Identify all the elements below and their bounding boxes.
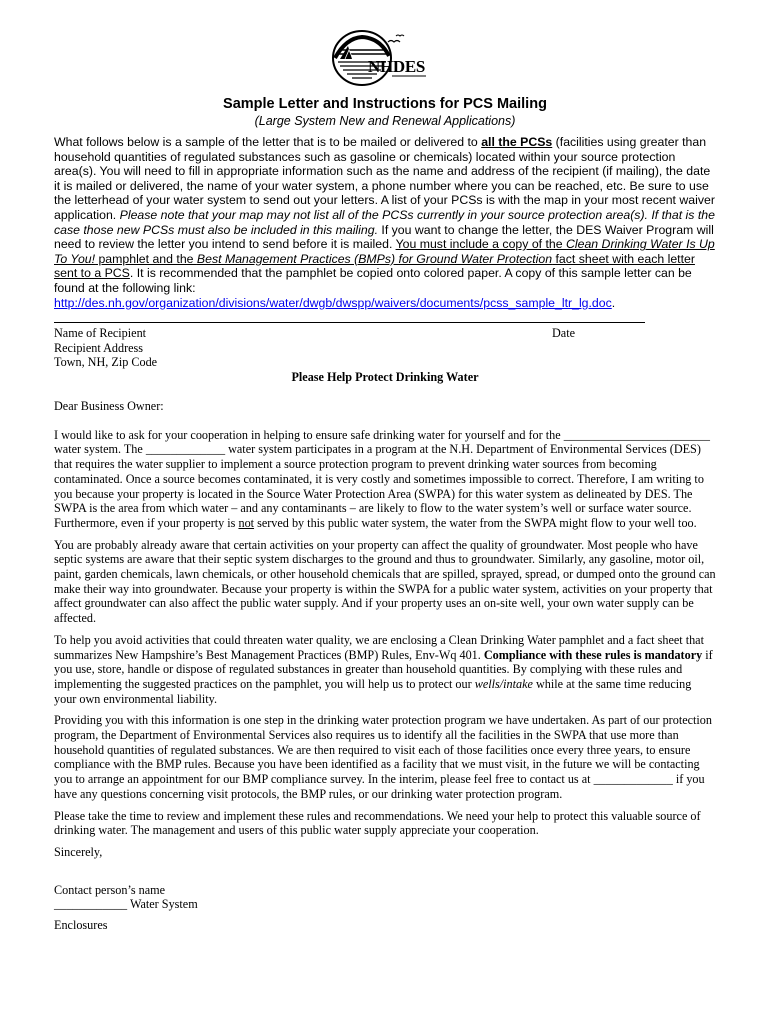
- enclosures: Enclosures: [54, 918, 108, 933]
- date-label: Date: [552, 326, 576, 340]
- letter-paragraph-2: You are probably already aware that certain activities on your property can affect the quality of groundwater. Most people who have septic systems are aware that their septic system discharges to the ground and thus to groundwater. Similarly, any gasoline, motor oil, paint, garden chemicals, lawn chemicals, or other household chemicals that are spilled, sprayed, spread, or dumped onto the ground can make their way into groundwater. Because your property is within the SWPA for a public water system, activities on your property that affect groundwater can also affect the public water supply. And if your property uses an on-site well, your own water supply can be affected.: [54, 537, 716, 626]
- logo-text: NHDES: [368, 57, 426, 76]
- instructions: [54, 135, 716, 310]
- letter-heading: Please Help Protect Drinking Water: [291, 370, 479, 384]
- page-subtitle: (Large System New and Renewal Applications): [254, 114, 516, 128]
- water-system-line: ____________ Water System: [54, 897, 198, 912]
- page-title: Sample Letter and Instructions for PCS Mailing: [223, 96, 547, 112]
- letter-paragraph-5: Please take the time to review and implement these rules and recommendations. We need your help to protect this valuable source of drinking water. The management and users of this public water supply appreciate your cooperation.: [54, 808, 701, 838]
- letter-paragraph-3: To help you avoid activities that could threaten water quality, we are enclosing a Clean Drinking Water pamphlet and a fact sheet that summarizes New Hampshire’s Best Management Practices (BMP) Rules, Env-Wq 401. Compliance with these rules is mandatory if you use, store, handle or dispose of regulated substances in greater than household quantities. By complying with these rules and implementing the suggested practices on the pamphlet, you will help us to protect our wells/intake while at the same time reducing your own environmental liability.: [54, 632, 713, 706]
- recipient-town: Town, NH, Zip Code: [54, 355, 158, 370]
- salutation: Dear Business Owner:: [54, 399, 164, 413]
- contact-name: Contact person’s name: [54, 882, 166, 897]
- letter-paragraph-4: Providing you with this information is one step in the drinking water protection program we have undertaken. As part of our protection program, the Department of Environmental Services also requires us to identify all the facilities in the SWPA that use more than household quantities of regulated substances. We are then required to visit each of those facilities once every three years, to ensure compliance with the BMP rules. Because you have been identified as a facility that we must visit, in the future we will be contacting you to arrange an appointment for our BMP compliance survey. In the interim, please feel free to contact us at _____________ if you have any questions concerning visit protocols, the BMP rules, or our drinking water protection program.: [54, 713, 712, 801]
- sample-letter-link[interactable]: http://des.nh.gov/organization/divisions/water/dwgb/dwspp/waivers/documents/pcss_sample_ltr_lg.doc: [54, 295, 612, 310]
- letter-body: [54, 399, 716, 940]
- letter-paragraph-1: I would like to ask for your cooperation in helping to ensure safe drinking water for yourself and for the ________________________ water system. The _____________ water system participates in a program at the N.H. Department of Environmental Services (DES) that requires the water supplier to implement a source protection program to prevent drinking water sources from becoming contaminated. Once a source becomes contaminated, it is very costly and sometimes impossible to correct. Therefore, I am writing to you because your property is located in the Source Water Protection Area (SWPA) for this water system as delineated by DES. The SWPA is the area from which water – and any contaminants – are likely to flow to the water system’s well or surface water source. Furthermore, even if your property is not served by this public water system, the water from the SWPA might flow to your well too.: [54, 427, 710, 530]
- separator-line: [54, 322, 645, 323]
- all-pcss-emphasis: all the PCSs: [481, 135, 553, 149]
- recipient-block: [54, 326, 157, 370]
- map-note: Please note that your map may not list all of the PCSs currently in your source protection area(s). If that is the case those new PCSs must also be included in this mailing.: [54, 207, 715, 237]
- closing: Sincerely,: [54, 844, 103, 859]
- recipient-address: Recipient Address: [54, 340, 144, 355]
- required-enclosures-note: You must include a copy of the Clean Drinking Water Is Up To You! pamphlet and the Best Management Practices (BMPs) for Ground Water Protection fact sheet with each letter sent to a PCS: [54, 237, 715, 281]
- instructions-paragraph: What follows below is a sample of the letter that is to be mailed or delivered to all the PCSs (facilities using greater than household quantities of regulated substances such as gasoline or chemicals) located within your source protection area(s). You will need to fill in appropriate information such as the name and address of the recipient (if mailing), the date it is mailed or delivered, the name of your water system, a phone number where you can be reached, etc. Be sure to use the letterhead of your water system to send out your letters. A list of your PCSs is with the map in your most recent waiver application. Please note that your map may not list all of the PCSs currently in your source protection area(s). If that is the case those new PCSs must also be included in this mailing. If you want to change the letter, the DES Waiver Program will need to review the letter you intend to send before it is mailed. You must include a copy of the Clean Drinking Water Is Up To You! pamphlet and the Best Management Practices (BMPs) for Ground Water Protection fact sheet with each letter sent to a PCS. It is recommended that the pamphlet be copied onto colored paper. A copy of this sample letter can be found at the following link: http://des.nh.gov/organization/divisions/water/dwgb/dwspp/waivers/documents/pcss_sample_ltr_lg.doc.: [54, 135, 715, 310]
- recipient-name: Name of Recipient: [54, 326, 147, 340]
